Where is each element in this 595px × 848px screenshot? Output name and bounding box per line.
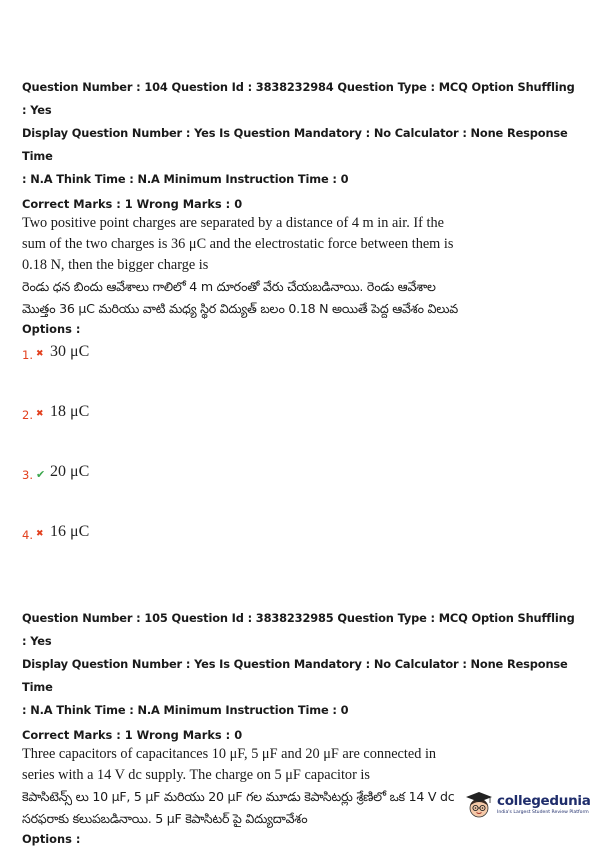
option-3[interactable] <box>22 465 89 485</box>
question-meta-line: : N.A Think Time : N.A Minimum Instruction Time : 0 <box>22 172 349 186</box>
question-text-telugu: రెండు ధన బిందు ఆవేశాలు గాలిలో 4 m దూరంతో వేరు చేయబడినాయి. రెండు ఆవేశాల మొత్తం 36 μC మరియు వాటి మధ్య స్థిర విద్యుత్ బలం 0.18 N అయితే పెద్ద ఆవేశం విలువ <box>22 279 458 316</box>
question-text-english: Three capacitors of capacitances 10 μF, 5 μF and 20 μF are connected in series with a 14 V dc supply. The charge on 5 μF capacitor is <box>22 746 437 783</box>
option-value: 16 μC <box>50 523 90 540</box>
option-number: 2. <box>22 408 33 422</box>
marks-line: Correct Marks : 1 Wrong Marks : 0 <box>22 197 243 211</box>
marks-line: Correct Marks : 1 Wrong Marks : 0 <box>22 728 243 742</box>
question-meta-line: Display Question Number : Yes Is Question Mandatory : No Calculator : None Response Time <box>22 657 568 694</box>
graduate-mascot-icon <box>464 790 494 820</box>
question-text-telugu: కెపాసిటెన్స్ లు 10 μF, 5 μF మరియు 20 μF గల మూడు కెపాసిటర్లు శ్రేణిలో ఒక 14 V dc సరఫరాకు కలుపబడినాయి. 5 μF కెపాసిటర్ పై విద్యుదావేశం <box>22 789 455 826</box>
option-2[interactable] <box>22 405 89 425</box>
option-value: 18 μC <box>50 403 90 420</box>
options-label: Options : <box>22 832 81 846</box>
question-104 <box>22 76 578 338</box>
logo-text <box>497 794 591 816</box>
option-value: 30 μC <box>50 343 90 360</box>
question-text-english: Two positive point charges are separated by a distance of 4 m in air. If the sum of the two charges is 36 μC and the electrostatic force between them is 0.18 N, then the bigger charge is <box>22 215 454 273</box>
cross-icon: ✖ <box>36 409 44 419</box>
cross-icon: ✖ <box>36 349 44 359</box>
brand-tagline: India's Largest Student Review Platform <box>497 810 589 815</box>
brand-name: collegedunia <box>497 793 591 809</box>
question-meta-line: Question Number : 105 Question Id : 3838232985 Question Type : MCQ Option Shuffling : Yes <box>22 611 575 648</box>
option-number: 1. <box>22 348 33 362</box>
question-meta-line: Display Question Number : Yes Is Question Mandatory : No Calculator : None Response Time <box>22 126 568 163</box>
question-meta-line: : N.A Think Time : N.A Minimum Instruction Time : 0 <box>22 703 349 717</box>
option-1[interactable] <box>22 345 89 365</box>
option-number: 4. <box>22 528 33 542</box>
question-meta-line: Question Number : 104 Question Id : 3838232984 Question Type : MCQ Option Shuffling : Yes <box>22 80 575 117</box>
option-value: 20 μC <box>50 463 90 480</box>
option-number: 3. <box>22 468 33 482</box>
option-4[interactable] <box>22 525 89 545</box>
check-icon: ✔ <box>36 467 46 481</box>
options-label: Options : <box>22 322 81 336</box>
cross-icon: ✖ <box>36 529 44 539</box>
collegedunia-logo <box>464 790 591 820</box>
